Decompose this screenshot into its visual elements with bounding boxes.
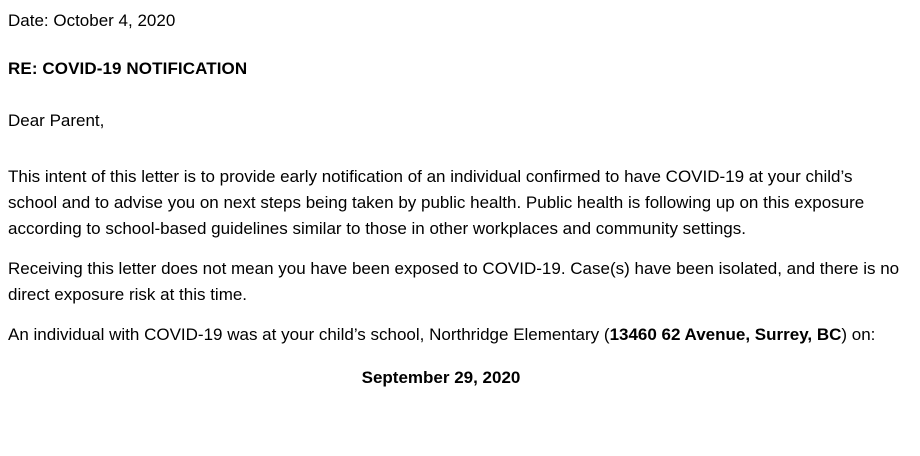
letter-paragraph-3: [8, 322, 904, 348]
exposure-date: September 29, 2020: [361, 368, 521, 387]
letter-salutation: Dear Parent,: [8, 111, 105, 130]
school-address: 13460 62 Avenue, Surrey, BC: [609, 325, 842, 344]
letter-paragraph-2: Receiving this letter does not mean you have been exposed to COVID-19. Case(s) have been isolated, and there is no direct exposure risk at this time.: [8, 259, 900, 304]
letter-paragraph-1: This intent of this letter is to provide early notification of an individual confirmed to have COVID-19 at your child’s school and to advise you on next steps being taken by public health. Public health is following up on this exposure according to school-based guidelines similar to those in other workplaces and community settings.: [8, 167, 865, 238]
letter-subject: RE: COVID-19 NOTIFICATION: [8, 59, 248, 78]
letter-date: Date: October 4, 2020: [8, 11, 176, 30]
paragraph-3-prefix: An individual with COVID-19 was at your child’s school, Northridge Elementary (: [8, 325, 610, 344]
paragraph-3-suffix: ) on:: [841, 325, 876, 344]
